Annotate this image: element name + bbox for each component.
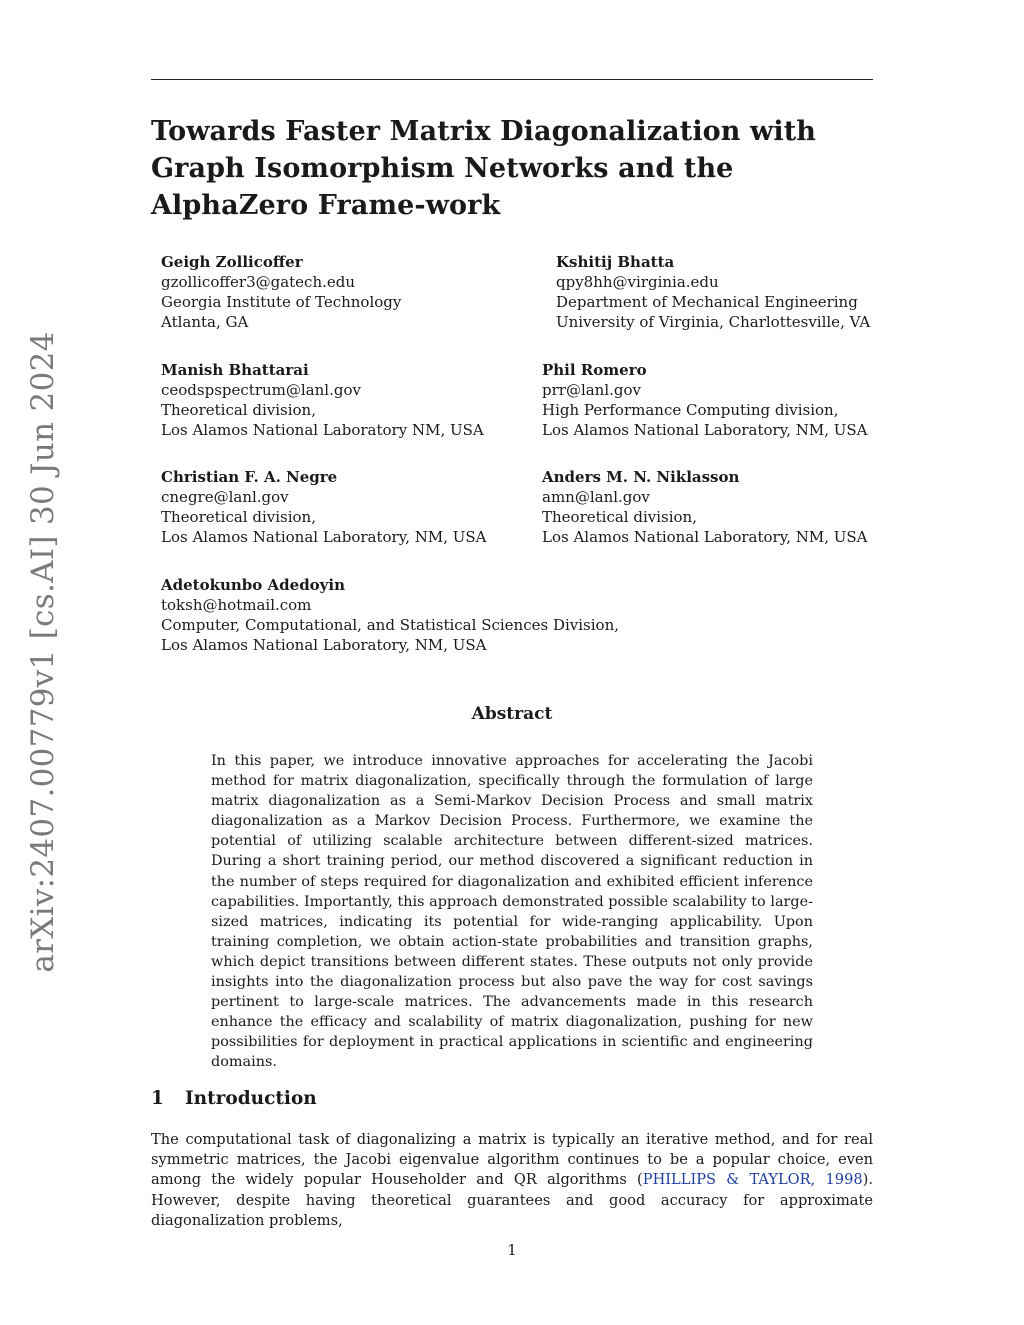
author-email[interactable]: prr@lanl.gov [542,381,642,399]
author-block [542,360,902,440]
author-affiliation: Georgia Institute of Technology [161,293,402,311]
abstract-body: In this paper, we introduce innovative approaches for accelerating the Jacobi method for matrix diagonalization, specifically through the formulation of large matrix diagonalization as a Semi-Markov Decision Process and small matrix diagonalization as a Markov Decision Process. Furthermore, we examine the potential of utilizing scalable architecture between different-sized matrices. During a short training period, our method discovered a significant reduction in the number of steps required for diagonalization and exhibited efficient inference capabilities. Importantly, this approach demonstrated possible scalability to large-sized matrices, indicating its potential for wide-ranging applicability. Upon training completion, we obtain action-state probabilities and transition graphs, which depict transitions between different states. These outputs not only provide insights into the diagonalization process but also pave the way for cost savings pertinent to large-scale matrices. The advancements made in this research enhance the efficacy and scalability of matrix diagonalization, pushing for new possibilities for deployment in practical applications in scientific and engineering domains. [211,753,813,1071]
author-affiliation: Theoretical division, [161,401,316,419]
author-location: Los Alamos National Laboratory, NM, USA [161,636,487,654]
author-location: Los Alamos National Laboratory, NM, USA [542,421,868,439]
author-block [542,467,902,547]
introduction-paragraph [151,1130,873,1231]
paragraph-text: The computational task of diagonalizing a matrix is typically an iterative method, and for real symmetric matrices, the Jacobi eigenvalue algorithm continues to be a popular choice, even among the widely popular Householder and QR algorithms ( [151,1131,873,1189]
author-block [556,252,916,332]
author-affiliation: Theoretical division, [542,508,697,526]
citation-link[interactable]: PHILLIPS & TAYLOR, 1998 [642,1171,863,1189]
author-block [161,575,641,655]
author-affiliation: Department of Mechanical Engineering [556,293,858,311]
abstract-heading: Abstract [471,704,553,724]
author-block [161,360,521,440]
section-number: 1 [151,1088,164,1109]
paper-title: Towards Faster Matrix Diagonalization with Graph Isomorphism Networks and the AlphaZero Frame-work [151,116,817,221]
author-email[interactable]: amn@lanl.gov [542,488,650,506]
author-name: Christian F. A. Negre [161,468,338,486]
author-location: University of Virginia, Charlottesville, VA [556,313,871,331]
author-email[interactable]: qpy8hh@virginia.edu [556,273,719,291]
author-name: Geigh Zollicoffer [161,253,303,271]
section-title: Introduction [185,1088,317,1109]
header-rule [151,79,873,80]
paragraph-text: ). However, despite having theoretical guarantees and good accuracy for approximate diagonalization problems, [151,1171,873,1229]
author-name: Adetokunbo Adedoyin [161,576,346,594]
author-affiliation: Computer, Computational, and Statistical Sciences Division, [161,616,619,634]
author-location: Los Alamos National Laboratory NM, USA [161,421,484,439]
author-block [161,252,521,332]
author-location: Atlanta, GA [161,313,249,331]
author-email[interactable]: gzollicoffer3@gatech.edu [161,273,356,291]
author-name: Phil Romero [542,361,647,379]
author-affiliation: Theoretical division, [161,508,316,526]
author-email[interactable]: ceodspspectrum@lanl.gov [161,381,361,399]
author-name: Anders M. N. Niklasson [542,468,740,486]
author-location: Los Alamos National Laboratory, NM, USA [161,528,487,546]
arxiv-identifier-stamp[interactable]: arXiv:2407.00779v1 [cs.AI] 30 Jun 2024 [25,331,61,973]
author-email[interactable]: cnegre@lanl.gov [161,488,289,506]
section-heading-introduction [151,1087,317,1111]
author-name: Manish Bhattarai [161,361,309,379]
author-name: Kshitij Bhatta [556,253,675,271]
page-number: 1 [507,1241,517,1259]
author-location: Los Alamos National Laboratory, NM, USA [542,528,868,546]
author-affiliation: High Performance Computing division, [542,401,839,419]
author-block [161,467,521,547]
author-email[interactable]: toksh@hotmail.com [161,596,312,614]
